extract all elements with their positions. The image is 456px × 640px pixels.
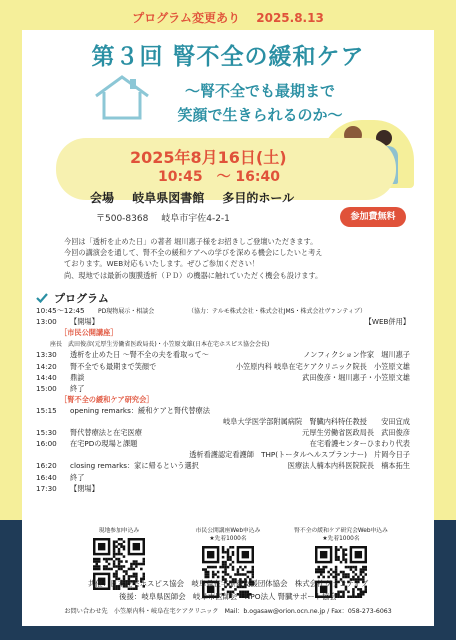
program-row bbox=[36, 306, 410, 317]
program-time: 14:40 bbox=[36, 372, 57, 382]
intro-line: 今回の講演会を通して、腎不全の緩和ケアへの学びを深める機会にしたいと考え bbox=[64, 248, 323, 258]
program-speaker: 小笠原内科 岐阜在宅ケアクリニック院長 小笠原文雄 bbox=[235, 361, 410, 371]
program-title: 終了 bbox=[70, 383, 85, 393]
program-change-notice bbox=[0, 9, 456, 26]
program-time: 10:45〜12:45 bbox=[36, 306, 85, 315]
program-time: 14:20 bbox=[36, 361, 57, 371]
program-row bbox=[36, 484, 410, 495]
program-title: 鼎談 bbox=[70, 372, 85, 382]
venue-address bbox=[96, 211, 240, 224]
program-row bbox=[36, 384, 410, 395]
program-title: 腎代替療法と在宅医療 bbox=[70, 428, 142, 438]
program-title: 透析を止めた日 〜腎不全の夫を看取って〜 bbox=[70, 350, 209, 360]
program-speaker: 医療法人楠本内科医院院長 楠本拓生 bbox=[287, 461, 410, 471]
venue-room: 多目的ホール bbox=[222, 191, 295, 205]
program-time: 16:00 bbox=[36, 439, 57, 449]
qr-label: 現地参加申込み bbox=[98, 528, 140, 534]
program-row bbox=[36, 339, 410, 350]
program-heading bbox=[36, 290, 109, 306]
address-text: 岐阜市宇佐4-2-1 bbox=[161, 214, 230, 224]
program-time: 15:00 bbox=[36, 383, 57, 393]
program-row bbox=[36, 373, 410, 384]
program-speaker: 岐阜大学医学部附属病院 腎臓内科特任教授 安田宜成 bbox=[223, 417, 410, 426]
contact-info: お問い合わせ先 小笠原内科・岐阜在宅ケアクリニック Mail：b.ogasaw@orion.ocn.ne.jp / Fax：058-273-6063 bbox=[64, 608, 392, 615]
supporters: 後援：岐阜県医師会 岐阜市医師会 NPO法人 腎臓サポート協会 bbox=[119, 592, 337, 601]
program-time: 13:00 bbox=[36, 317, 57, 327]
program-row bbox=[36, 362, 410, 373]
qr-label: 腎不全の緩和ケア研究会Web申込み bbox=[294, 528, 388, 534]
program-time: 17:30 bbox=[36, 483, 57, 493]
postal-code: 〒500-8368 bbox=[96, 214, 149, 224]
program-title: 座長 武田俊彦(元厚生労働省医政局長)・小笠原文雄(日本在宅ホスピス協会会長) bbox=[50, 341, 270, 349]
program-row bbox=[36, 450, 410, 461]
program-time: 15:30 bbox=[36, 428, 57, 438]
program-title: PD現物展示・相談会 bbox=[98, 308, 155, 315]
venue bbox=[90, 189, 308, 206]
event-time: 10:45 〜 16:40 bbox=[158, 169, 281, 185]
co-hosts: 共催：日本在宅ホスピス協会 岐阜県在宅療養支援団体協会 株式会社ヴァンティブ bbox=[87, 579, 369, 588]
qr-sublabel: ★先着1000名 bbox=[209, 536, 247, 542]
program-speaker: 武田俊彦・堀川惠子・小笠原文雄 bbox=[302, 372, 410, 382]
program-row bbox=[36, 406, 410, 417]
program-time: 15:15 bbox=[36, 405, 57, 415]
program-speaker: ノンフィクション作家 堀川惠子 bbox=[303, 350, 410, 360]
program-speaker: 在宅看護センターひまわり代表 bbox=[309, 439, 410, 449]
qr-sublabel: ★先着1000名 bbox=[322, 536, 360, 542]
program-time: 13:30 bbox=[36, 350, 57, 360]
subtitle-line-1: 〜腎不全でも最期まで bbox=[184, 82, 335, 100]
notice-date: 2025.8.13 bbox=[256, 11, 324, 25]
page-title: 第３回 腎不全の緩和ケア bbox=[91, 43, 365, 70]
venue-name: 岐阜県図書館 bbox=[132, 191, 205, 205]
program-row bbox=[36, 350, 410, 361]
program-title: opening remarks：緩和ケアと腎代替療法 bbox=[70, 405, 210, 415]
program-title: ［市民公開講座］ bbox=[60, 328, 118, 338]
program-row bbox=[36, 473, 410, 484]
program-title: 腎不全でも最期まで笑顔で bbox=[70, 361, 157, 371]
program-title: 終了 bbox=[70, 472, 85, 482]
program-time: 16:40 bbox=[36, 472, 57, 482]
program-row bbox=[36, 428, 410, 439]
program-speaker: 【WEB併用】 bbox=[364, 317, 410, 327]
program-speaker: 元厚生労働省医政局長 武田俊彦 bbox=[302, 428, 410, 438]
program-title: ［腎不全の緩和ケア研究会］ bbox=[60, 394, 154, 404]
intro-line: ております。WEB対応もいたします。ぜひご参加ください！ bbox=[64, 259, 260, 269]
checkmark-icon bbox=[36, 293, 48, 303]
program-row bbox=[36, 439, 410, 450]
free-admission-badge: 参加費無料 bbox=[340, 207, 406, 227]
intro-text bbox=[64, 236, 404, 281]
program-title: 【閉場】 bbox=[70, 483, 99, 493]
intro-line: 今回は「透析を止めた日」の著者 堀川惠子様をお招きしご登壇いただきます。 bbox=[64, 237, 318, 246]
program-title: 【開場】 bbox=[70, 317, 99, 327]
program-title: プログラム bbox=[54, 292, 109, 305]
venue-label: 会場 bbox=[90, 191, 115, 205]
program-title: closing remarks：家に帰るという選択 bbox=[70, 461, 199, 471]
program-row bbox=[36, 395, 410, 406]
program-title: 在宅PDの現場と課題 bbox=[70, 439, 138, 449]
notice-text: プログラム変更あり bbox=[132, 11, 241, 25]
program-row bbox=[36, 317, 410, 328]
event-date: 2025年8月16日(土) bbox=[130, 148, 287, 167]
subtitle-line-2: 笑顔で生きられるのか〜 bbox=[177, 106, 343, 124]
qr-label: 市民公開講座Web申込み bbox=[195, 528, 261, 534]
program-row bbox=[36, 417, 410, 428]
program-speaker: 透析看護認定看護師 THP(トータルヘルスプランナー) 片岡今日子 bbox=[189, 450, 410, 460]
program-time: 16:20 bbox=[36, 461, 57, 471]
program-row bbox=[36, 328, 410, 339]
program-speaker: （協力：テルモ株式会社・株式会社JMS・株式会社ヴァンティブ） bbox=[188, 308, 366, 315]
intro-line: 尚、現地では最新の腹膜透析（ＰＤ）の機器に触れていただく機会も設けます。 bbox=[64, 270, 323, 280]
program-row bbox=[36, 461, 410, 472]
